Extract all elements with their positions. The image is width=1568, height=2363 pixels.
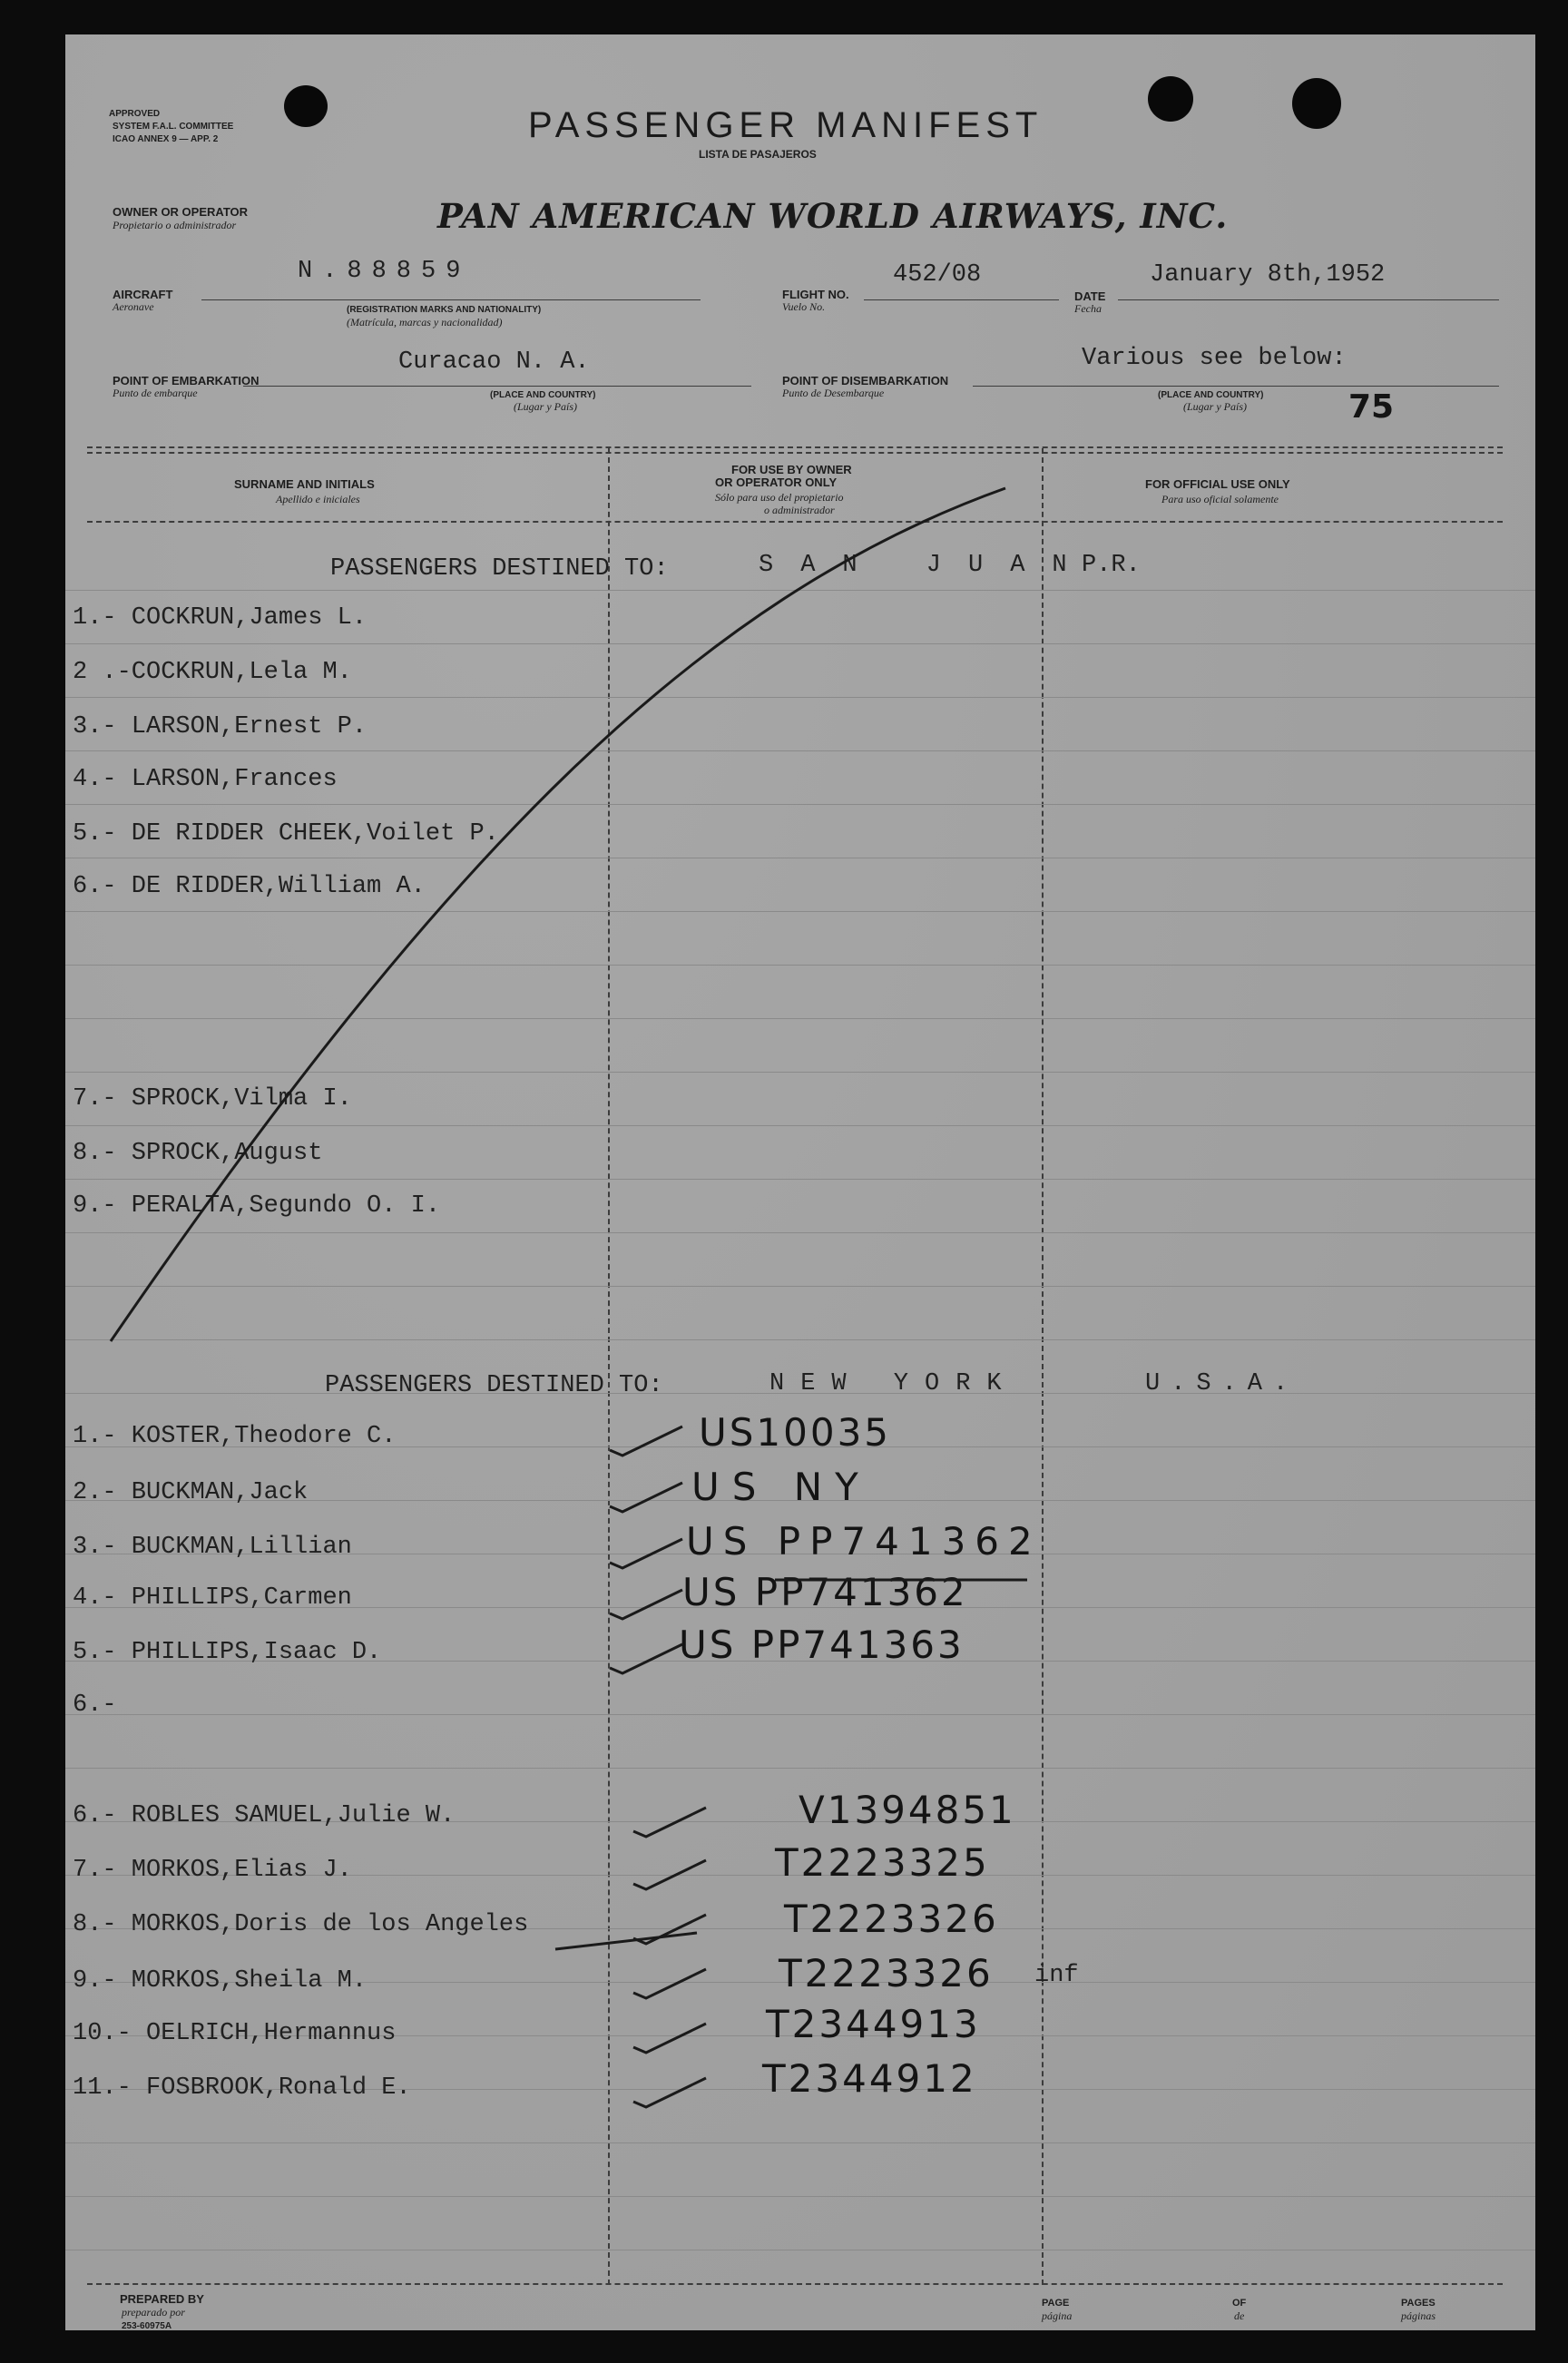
handwritten-doc-number: US PP741362 (682, 1570, 968, 1614)
registration-hint-es: (Matrícula, marcas y nacionalidad) (347, 316, 503, 328)
of-label-es: de (1234, 2309, 1245, 2322)
passenger-row: 4.- PHILLIPS,Carmen (73, 1584, 352, 1612)
manifest-sheet (65, 34, 1535, 2330)
approval-line-1: APPROVED (109, 109, 161, 119)
embarkation-label: POINT OF EMBARKATION (113, 374, 260, 387)
passenger-row: 7.- SPROCK,Vilma I. (73, 1085, 352, 1113)
flight-label: FLIGHT NO. (782, 288, 849, 301)
form-number: 253-60975A (122, 2321, 172, 2330)
pages-label: PAGES (1401, 2298, 1436, 2309)
col-owner-use-2: OR OPERATOR ONLY (715, 476, 838, 489)
col-surname-es: Apellido e iniciales (276, 493, 360, 505)
passenger-row: 1.- COCKRUN,James L. (73, 604, 368, 632)
passenger-row: 4.- LARSON,Frances (73, 766, 338, 793)
cancel-stroke (111, 488, 1005, 1341)
aircraft-registration: N.88859 (298, 258, 471, 285)
section-heading-san-juan: PASSENGERS DESTINED TO: (330, 555, 669, 583)
col-owner-use-3: Sólo para uso del propietario (715, 491, 844, 504)
check-mark (633, 1808, 706, 1837)
passenger-row: 5.- PHILLIPS,Isaac D. (73, 1639, 382, 1666)
handwritten-doc-number: T2344912 (762, 2056, 977, 2101)
handwritten-doc-number: T2223325 (775, 1840, 990, 1885)
passenger-row: 5.- DE RIDDER CHEEK,Voilet P. (73, 820, 499, 848)
infant-note: inf (1034, 1962, 1079, 1989)
place-hint-es-2: (Lugar y País) (1183, 400, 1247, 413)
flight-label-es: Vuelo No. (782, 300, 826, 313)
passenger-row: 11.- FOSBROOK,Ronald E. (73, 2074, 411, 2102)
page-label: PAGE (1042, 2298, 1070, 2309)
place-hint: (PLACE AND COUNTRY) (490, 390, 596, 400)
handwritten-doc-number: T2344913 (766, 2002, 981, 2046)
disembarkation-point: Various see below: (1082, 345, 1347, 372)
place-hint-es: (Lugar y País) (514, 400, 577, 413)
stamp-number: 75 (1348, 388, 1395, 426)
flight-number: 452/08 (893, 261, 982, 289)
of-label: OF (1232, 2298, 1247, 2309)
passenger-row: 3.- BUCKMAN,Lillian (73, 1534, 352, 1561)
col-owner-use-1: FOR USE BY OWNER (731, 463, 852, 476)
passenger-row: 8.- SPROCK,August (73, 1140, 323, 1167)
disembarkation-label-es: Punto de Desembarque (782, 387, 885, 399)
prepared-by-label-es: preparado por (122, 2306, 185, 2319)
page-label-es: página (1042, 2309, 1073, 2322)
flight-date: January 8th,1952 (1150, 261, 1386, 289)
owner-label-es: Propietario o administrador (113, 219, 237, 231)
disembarkation-label: POINT OF DISEMBARKATION (782, 374, 949, 387)
passenger-row: 6.- ROBLES SAMUEL,Julie W. (73, 1802, 456, 1829)
passenger-row: 2 .-COCKRUN,Lela M. (73, 659, 352, 686)
check-mark (610, 1539, 682, 1568)
check-mark (633, 2078, 706, 2107)
check-mark (610, 1644, 682, 1673)
col-official-use: FOR OFFICIAL USE ONLY (1145, 477, 1290, 491)
check-mark (610, 1427, 682, 1456)
section-destination-new-york: NEW YORK (769, 1370, 1018, 1397)
owner-label: OWNER OR OPERATOR (113, 205, 249, 219)
section-country-san-juan: P.R. (1082, 552, 1141, 579)
col-surname: SURNAME AND INITIALS (234, 477, 375, 491)
check-mark (633, 2024, 706, 2053)
section-heading-new-york: PASSENGERS DESTINED TO: (325, 1372, 663, 1399)
embarkation-point: Curacao N. A. (398, 348, 590, 376)
passenger-row: 6.- (73, 1691, 117, 1719)
passenger-row: 9.- MORKOS,Sheila M. (73, 1967, 368, 1995)
pen-markings (65, 34, 1535, 2330)
handwritten-doc-number: T2223326 (784, 1897, 999, 1941)
aircraft-label-es: Aeronave (113, 300, 154, 313)
prepared-by-label: PREPARED BY (120, 2292, 204, 2306)
passenger-row: 2.- BUCKMAN,Jack (73, 1479, 309, 1506)
page-title: PASSENGER MANIFEST (528, 105, 1044, 145)
passenger-row: 10.- OELRICH,Hermannus (73, 2020, 397, 2047)
handwritten-doc-number: US NY (691, 1465, 871, 1509)
place-hint-2: (PLACE AND COUNTRY) (1158, 390, 1264, 400)
approval-line-3: ICAO ANNEX 9 — APP. 2 (113, 134, 219, 144)
embarkation-label-es: Punto de embarque (113, 387, 198, 399)
handwritten-doc-number: US PP741363 (679, 1623, 965, 1667)
approval-line-2: SYSTEM F.A.L. COMMITTEE (113, 122, 234, 132)
aircraft-label: AIRCRAFT (113, 288, 173, 301)
handwritten-doc-number: US10035 (699, 1410, 892, 1455)
section-destination-san-juan: SAN JUAN (759, 552, 1094, 579)
passenger-row: 8.- MORKOS,Doris de los Angeles (73, 1911, 529, 1938)
pages-label-es: páginas (1401, 2309, 1436, 2322)
page-subtitle: LISTA DE PASAJEROS (699, 148, 817, 161)
date-label: DATE (1074, 289, 1106, 303)
passenger-row: 9.- PERALTA,Segundo O. I. (73, 1192, 441, 1220)
passenger-row: 1.- KOSTER,Theodore C. (73, 1423, 397, 1450)
handwritten-doc-number: US PP741362 (686, 1519, 1042, 1564)
check-mark (610, 1590, 682, 1619)
col-owner-use-4: o administrador (764, 504, 835, 516)
date-label-es: Fecha (1074, 302, 1102, 315)
section-country-new-york: U.S.A. (1145, 1370, 1299, 1397)
col-official-use-es: Para uso oficial solamente (1161, 493, 1279, 505)
check-mark (633, 1969, 706, 1998)
check-mark (633, 1860, 706, 1889)
operator-name: PAN AMERICAN WORLD AIRWAYS, INC. (437, 196, 1229, 236)
passenger-row: 7.- MORKOS,Elias J. (73, 1857, 352, 1884)
check-mark (610, 1483, 682, 1512)
registration-hint: (REGISTRATION MARKS AND NATIONALITY) (347, 305, 542, 315)
passenger-row: 6.- DE RIDDER,William A. (73, 873, 426, 900)
handwritten-doc-number: V1394851 (799, 1788, 1016, 1832)
handwritten-doc-number: T2223326 (779, 1951, 994, 1995)
passenger-row: 3.- LARSON,Ernest P. (73, 713, 368, 740)
